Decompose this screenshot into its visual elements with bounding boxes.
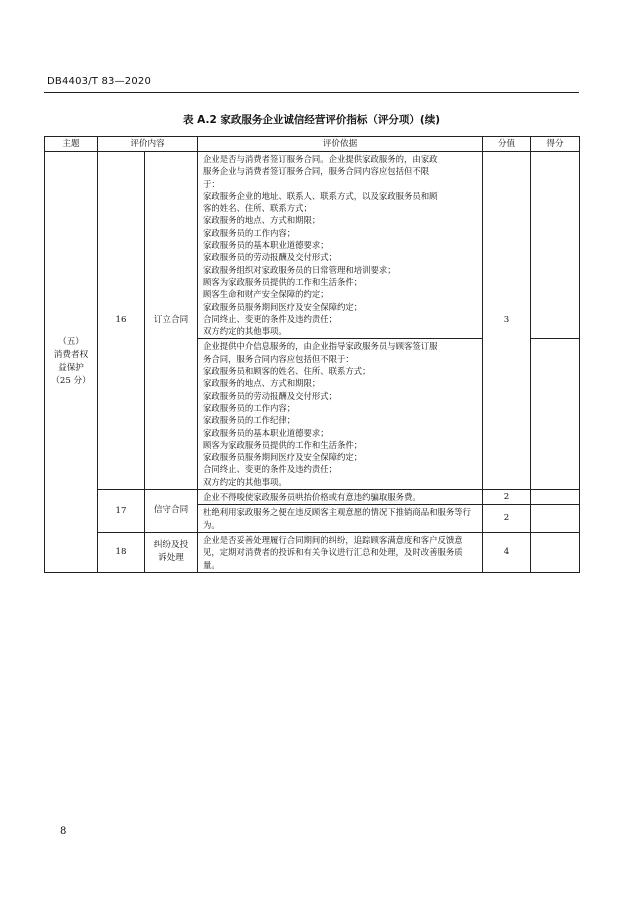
basis-line: 顾客为家政服务员提供的工作和生活条件；: [203, 439, 363, 450]
document-code: DB4403/T 83—2020: [47, 76, 152, 87]
table-title: 表 A.2 家政服务企业诚信经营评价指标（评分项）(续): [182, 114, 441, 126]
topic-line: （25 分）: [51, 375, 91, 386]
basis-line: 合同终止、变更的条件及违约责任；: [203, 464, 338, 475]
basis-line: 家政服务员的工作纪律；: [203, 415, 296, 426]
item-content-18: [145, 532, 198, 572]
basis-line: 双方约定的其他事项。: [203, 326, 287, 337]
content-line: 纠纷及投: [153, 540, 189, 551]
basis-line: 家政服务员的工作内容；: [203, 227, 296, 238]
header-score: 分值: [483, 137, 531, 152]
got-cell-17b: [531, 505, 580, 533]
basis-cell-17a: 企业不得唆使家政服务员哄抬价格或有意违约骗取服务费。: [198, 490, 483, 505]
item-number-17: 17: [98, 490, 145, 533]
basis-line: 家政服务员的劳动报酬及交付形式；: [203, 252, 338, 263]
basis-line: 家政服务员的基本职业道德要求；: [203, 240, 329, 251]
got-cell-16b: [531, 339, 580, 490]
table-row: [45, 490, 580, 505]
basis-cell-16b: [198, 339, 483, 490]
got-cell-18: [531, 532, 580, 572]
topic-line: 益保护: [58, 362, 84, 373]
score-17a: 2: [483, 490, 531, 505]
table-row: [45, 532, 580, 572]
basis-line: 家政服务员的劳动报酬及交付形式；: [203, 390, 338, 401]
basis-line: 家政服务员和顾客的姓名、住所、联系方式；: [203, 366, 371, 377]
basis-line: 家政服务的地点、方式和期限；: [203, 378, 321, 389]
basis-line: 顾客为家政服务员提供的工作和生活条件；: [203, 276, 363, 287]
score-17b: 2: [483, 505, 531, 533]
basis-line: 家政服务员服务期间医疗及安全保障约定；: [203, 452, 363, 463]
basis-line: 企业是否与消费者签订服务合同。企业提供家政服务的，由家政: [203, 154, 438, 164]
item-content-16: 订立合同: [145, 152, 198, 490]
basis-line: 合同终止、变更的条件及违约责任；: [203, 313, 338, 324]
basis-line: 家政服务员服务期间医疗及安全保障约定；: [203, 301, 363, 312]
got-cell-16a: [531, 152, 580, 339]
basis-line: 服务企业与消费者签订服务合同，服务合同内容应包括但不限: [203, 166, 430, 177]
evaluation-table: [44, 136, 580, 573]
content-line: 诉处理: [158, 553, 184, 564]
header-got: 得分: [531, 137, 580, 152]
header-content: 评价内容: [98, 137, 198, 152]
header-topic: 主题: [45, 137, 98, 152]
basis-line: 家政服务员的基本职业道德要求；: [203, 427, 329, 438]
basis-line: 双方约定的其他事项。: [203, 476, 287, 487]
header-rule: [44, 92, 579, 93]
item-content-17: 信守合同: [145, 490, 198, 533]
basis-line: 客的姓名、住所、联系方式；: [203, 203, 312, 214]
basis-line: 家政服务的地点、方式和期限；: [203, 215, 321, 226]
basis-line: 于：: [203, 178, 220, 189]
basis-line: 务合同，服务合同内容应包括但不限于：: [203, 353, 354, 364]
topic-line: 消费者权: [53, 349, 89, 360]
got-cell-17a: [531, 490, 580, 505]
basis-cell-17b: 杜绝利用家政服务之便在违反顾客主观意愿的情况下推销商品和服务等行为。: [198, 505, 483, 533]
basis-line: 家政服务员的工作内容；: [203, 402, 296, 413]
table-row: [45, 152, 580, 339]
basis-line: 家政服务组织对家政服务员的日常管理和培训要求；: [203, 264, 396, 275]
item-number-18: 18: [98, 532, 145, 572]
item-number-16: 16: [98, 152, 145, 490]
header-basis: 评价依据: [198, 137, 483, 152]
topic-cell: [45, 152, 98, 573]
table-header-row: [45, 137, 580, 152]
basis-cell-16a: [198, 152, 483, 339]
score-18: 4: [483, 532, 531, 572]
basis-cell-18: 企业是否妥善处理履行合同期间的纠纷，追踪顾客满意度和客户反馈意见，定期对消费者的投诉和有关争议进行汇总和处理，及时改善服务质量。: [198, 532, 483, 572]
basis-line: 企业提供中介信息服务的，由企业指导家政服务员与顾客签订服: [203, 341, 438, 352]
basis-line: 家政服务企业的地址、联系人、联系方式，以及家政服务员和顾: [203, 190, 438, 201]
basis-line: 顾客生命和财产安全保障的约定；: [203, 289, 329, 300]
score-16: 3: [483, 152, 531, 490]
page-number: 8: [60, 826, 67, 837]
topic-line: （五）: [58, 336, 84, 347]
